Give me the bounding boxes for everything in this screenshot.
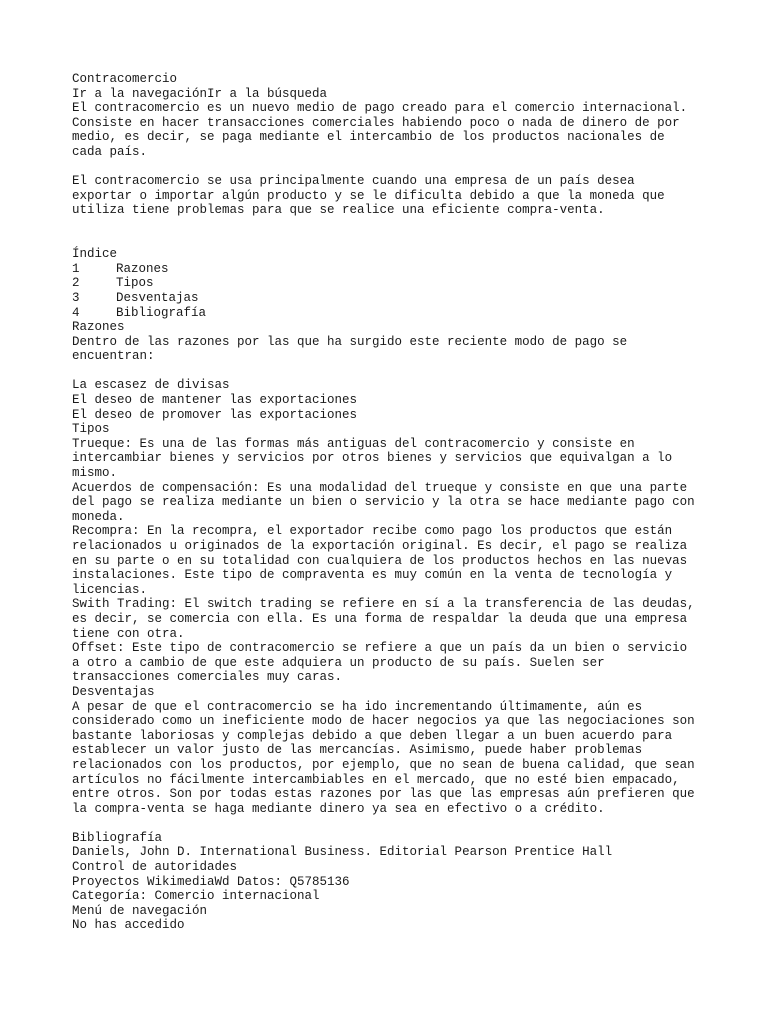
page-title: Contracomercio (72, 72, 178, 86)
toc-title: Índice (72, 247, 118, 262)
toc-item-tipos[interactable] (72, 276, 712, 291)
text-line: la compra-venta se haga mediante dinero ya sea en efectivo o a crédito. (72, 801, 605, 816)
section-heading: Bibliografía (72, 830, 163, 845)
list-item: La escasez de divisas (72, 378, 230, 393)
text-line: Swith Trading: El switch trading se refiere en sí a la transferencia de las deudas, (72, 597, 695, 612)
wikimedia-projects-link[interactable]: Proyectos WikimediaWd Datos: Q5785136 (72, 874, 350, 889)
spacer (72, 816, 712, 831)
section-heading: Razones (72, 320, 125, 335)
section-bibliografia (72, 831, 712, 860)
category-link[interactable]: Categoría: Comercio internacional (72, 889, 320, 904)
login-status: No has accedido (72, 918, 185, 933)
section-heading: Tipos (72, 422, 110, 437)
text-line: a otro a cambio de que este adquiera un producto de su país. Suelen ser (72, 655, 605, 670)
text-line: moneda. (72, 509, 125, 524)
text-line: Offset: Este tipo de contracomercio se refiere a que un país da un bien o servicio (72, 641, 688, 656)
toc-number: 4 (72, 305, 80, 320)
toc-item-bibliografia[interactable] (72, 306, 712, 321)
text-line: relacionados con los productos, por ejemplo, que no sean de buena calidad, que sean (72, 757, 695, 772)
text-line: del pago se realiza mediante un bien o servicio y la otra se hace mediante pago con (72, 495, 695, 510)
spacer (72, 160, 712, 175)
text-line: El contracomercio es un nuevo medio de pago creado para el comercio internacional. (72, 101, 688, 116)
text-line: licencias. (72, 582, 148, 597)
navigation-menu-label: Menú de navegación (72, 903, 208, 918)
text-line: Acuerdos de compensación: Es una modalidad del trueque y consiste en que una parte (72, 480, 688, 495)
section-tipos (72, 422, 712, 685)
text-line: considerado como un ineficiente modo de hacer negocios ya que las negociaciones son (72, 714, 695, 729)
text-line: exportar o importar algún producto y se le dificulta debido a que la moneda que (72, 188, 665, 203)
toc-number: 3 (72, 290, 80, 305)
text-line: relacionados u originados de la exportación original. Es decir, el pago se realiza (72, 539, 688, 553)
text-line: mismo. (72, 466, 118, 481)
text-line: establecer un valor justo de las mercancías. Asimismo, puede haber problemas (72, 743, 643, 758)
text-line: instalaciones. Este tipo de compraventa es muy común en la venta de tecnología y (72, 568, 673, 583)
text-line: entre otros. Son por todas estas razones por las que las empresas aún prefieren que (72, 787, 695, 802)
page-footer (72, 860, 712, 933)
list-item: El deseo de mantener las exportaciones (72, 393, 358, 408)
spacer (72, 218, 712, 233)
text-line: cada país. (72, 144, 148, 159)
text-line: utiliza tiene problemas para que se realice una eficiente compra-venta. (72, 203, 605, 218)
intro-paragraph-2 (72, 174, 712, 218)
text-line: Trueque: Es una de las formas más antiguas del contracomercio y consiste en (72, 436, 635, 451)
document-page (72, 72, 712, 933)
reference-entry: Daniels, John D. International Business. Editorial Pearson Prentice Hall (72, 845, 613, 860)
toc-label: Bibliografía (116, 305, 207, 320)
toc-item-razones[interactable] (72, 262, 712, 277)
text-line: artículos no fácilmente intercambiables en el mercado, que no esté bien empacado, (72, 772, 680, 787)
text-line: transacciones comerciales muy caras. (72, 670, 343, 685)
toc-number: 1 (72, 261, 80, 276)
text-line: bastante laboriosas y complejas debido a que deben llegar a un buen acuerdo para (72, 728, 673, 743)
authority-control-link[interactable]: Control de autoridades (72, 860, 238, 875)
text-line: El contracomercio se usa principalmente cuando una empresa de un país desea (72, 174, 635, 189)
section-heading: Desventajas (72, 684, 155, 699)
list-item: El deseo de promover las exportaciones (72, 407, 358, 422)
text-line: Recompra: En la recompra, el exportador recibe como pago los productos que están (72, 524, 673, 539)
text-line: Consiste en hacer transacciones comerciales habiendo poco o nada de dinero de por (72, 115, 680, 130)
text-line: Dentro de las razones por las que ha surgido este reciente modo de pago se (72, 334, 628, 349)
spacer (72, 233, 712, 248)
text-line: tiene con otra. (72, 626, 185, 641)
text-line: es decir, se comercia con ella. Es una forma de respaldar la deuda que una empresa (72, 611, 688, 626)
spacer (72, 364, 712, 379)
skip-links[interactable]: Ir a la navegaciónIr a la búsqueda (72, 86, 328, 101)
text-line: medio, es decir, se paga mediante el intercambio de los productos nacionales de (72, 130, 665, 145)
section-razones (72, 320, 712, 422)
text-line: en su parte o en su totalidad con cualquiera de los productos hechos en las nuevas (72, 553, 688, 568)
text-line: encuentran: (72, 349, 155, 364)
toc-item-desventajas[interactable] (72, 291, 712, 306)
toc-label: Desventajas (116, 290, 199, 305)
text-line: intercambiar bienes y servicios por otros bienes y servicios que equivalgan a lo (72, 451, 673, 466)
toc-number: 2 (72, 276, 80, 291)
toc-label: Razones (116, 261, 169, 276)
intro-paragraph-1 (72, 101, 712, 159)
toc-label: Tipos (116, 276, 154, 291)
text-line: A pesar de que el contracomercio se ha ido incrementando últimamente, aún es (72, 699, 643, 714)
section-desventajas (72, 685, 712, 816)
table-of-contents (72, 247, 712, 320)
